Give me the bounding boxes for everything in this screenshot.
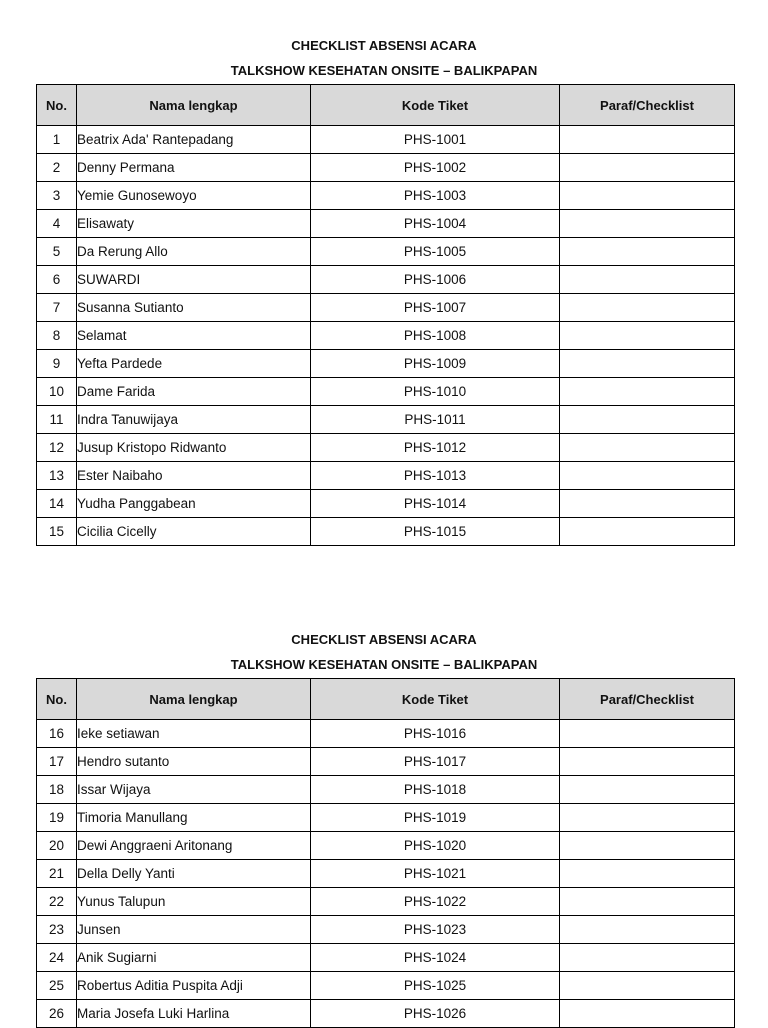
ticket-code-cell: PHS-1023 [311, 916, 560, 944]
signature-checklist-cell[interactable] [560, 518, 735, 546]
row-number-cell: 12 [37, 434, 77, 462]
table-row [37, 154, 735, 182]
signature-checklist-cell[interactable] [560, 182, 735, 210]
signature-checklist-cell[interactable] [560, 916, 735, 944]
ticket-code-cell: PHS-1003 [311, 182, 560, 210]
row-number-cell: 18 [37, 776, 77, 804]
full-name-cell: Beatrix Ada' Rantepadang [77, 126, 311, 154]
signature-checklist-cell[interactable] [560, 126, 735, 154]
attendance-table [36, 678, 735, 1028]
signature-checklist-cell[interactable] [560, 322, 735, 350]
full-name-cell: Junsen [77, 916, 311, 944]
column-header-name: Nama lengkap [77, 85, 311, 126]
signature-checklist-cell[interactable] [560, 944, 735, 972]
full-name-cell: Elisawaty [77, 210, 311, 238]
row-number-cell: 1 [37, 126, 77, 154]
table-row [37, 406, 735, 434]
ticket-code-cell: PHS-1025 [311, 972, 560, 1000]
full-name-cell: Susanna Sutianto [77, 294, 311, 322]
full-name-cell: Anik Sugiarni [77, 944, 311, 972]
row-number-cell: 17 [37, 748, 77, 776]
signature-checklist-cell[interactable] [560, 490, 735, 518]
signature-checklist-cell[interactable] [560, 238, 735, 266]
table-row [37, 238, 735, 266]
table-row [37, 944, 735, 972]
document-subtitle: TALKSHOW KESEHATAN ONSITE – BALIKPAPAN [230, 657, 538, 672]
full-name-cell: Ester Naibaho [77, 462, 311, 490]
column-header-ticket-code: Kode Tiket [311, 679, 560, 720]
table-row [37, 182, 735, 210]
table-row [37, 490, 735, 518]
attendance-sheet-2 [0, 627, 768, 1021]
table-body [37, 720, 735, 1028]
signature-checklist-cell[interactable] [560, 832, 735, 860]
table-row [37, 776, 735, 804]
ticket-code-cell: PHS-1024 [311, 944, 560, 972]
full-name-cell: Jusup Kristopo Ridwanto [77, 434, 311, 462]
table-row [37, 804, 735, 832]
full-name-cell: SUWARDI [77, 266, 311, 294]
document-subtitle: TALKSHOW KESEHATAN ONSITE – BALIKPAPAN [230, 63, 538, 78]
table-row [37, 888, 735, 916]
ticket-code-cell: PHS-1012 [311, 434, 560, 462]
row-number-cell: 11 [37, 406, 77, 434]
ticket-code-cell: PHS-1021 [311, 860, 560, 888]
table-row [37, 126, 735, 154]
table-row [37, 748, 735, 776]
row-number-cell: 6 [37, 266, 77, 294]
full-name-cell: Timoria Manullang [77, 804, 311, 832]
full-name-cell: Yudha Panggabean [77, 490, 311, 518]
signature-checklist-cell[interactable] [560, 266, 735, 294]
signature-checklist-cell[interactable] [560, 1000, 735, 1028]
table-row [37, 322, 735, 350]
table-row [37, 720, 735, 748]
row-number-cell: 19 [37, 804, 77, 832]
row-number-cell: 23 [37, 916, 77, 944]
table-row [37, 350, 735, 378]
table-row [37, 462, 735, 490]
full-name-cell: Denny Permana [77, 154, 311, 182]
row-number-cell: 2 [37, 154, 77, 182]
signature-checklist-cell[interactable] [560, 748, 735, 776]
ticket-code-cell: PHS-1020 [311, 832, 560, 860]
row-number-cell: 16 [37, 720, 77, 748]
table-row [37, 518, 735, 546]
ticket-code-cell: PHS-1004 [311, 210, 560, 238]
full-name-cell: Hendro sutanto [77, 748, 311, 776]
ticket-code-cell: PHS-1017 [311, 748, 560, 776]
signature-checklist-cell[interactable] [560, 972, 735, 1000]
attendance-table [36, 84, 735, 546]
table-row [37, 972, 735, 1000]
table-row [37, 832, 735, 860]
row-number-cell: 15 [37, 518, 77, 546]
ticket-code-cell: PHS-1015 [311, 518, 560, 546]
table-row [37, 378, 735, 406]
row-number-cell: 4 [37, 210, 77, 238]
ticket-code-cell: PHS-1009 [311, 350, 560, 378]
signature-checklist-cell[interactable] [560, 350, 735, 378]
signature-checklist-cell[interactable] [560, 462, 735, 490]
row-number-cell: 22 [37, 888, 77, 916]
column-header-no: No. [37, 85, 77, 126]
row-number-cell: 20 [37, 832, 77, 860]
document-title: CHECKLIST ABSENSI ACARA [291, 38, 477, 53]
column-header-signature: Paraf/Checklist [560, 85, 735, 126]
table-header-row [37, 679, 735, 720]
table-row [37, 916, 735, 944]
ticket-code-cell: PHS-1018 [311, 776, 560, 804]
table-header-row [37, 85, 735, 126]
full-name-cell: Ieke setiawan [77, 720, 311, 748]
ticket-code-cell: PHS-1013 [311, 462, 560, 490]
ticket-code-cell: PHS-1022 [311, 888, 560, 916]
row-number-cell: 8 [37, 322, 77, 350]
row-number-cell: 5 [37, 238, 77, 266]
signature-checklist-cell[interactable] [560, 406, 735, 434]
signature-checklist-cell[interactable] [560, 210, 735, 238]
row-number-cell: 24 [37, 944, 77, 972]
ticket-code-cell: PHS-1001 [311, 126, 560, 154]
full-name-cell: Cicilia Cicelly [77, 518, 311, 546]
ticket-code-cell: PHS-1002 [311, 154, 560, 182]
full-name-cell: Indra Tanuwijaya [77, 406, 311, 434]
column-header-no: No. [37, 679, 77, 720]
ticket-code-cell: PHS-1007 [311, 294, 560, 322]
full-name-cell: Dame Farida [77, 378, 311, 406]
row-number-cell: 25 [37, 972, 77, 1000]
row-number-cell: 3 [37, 182, 77, 210]
signature-checklist-cell[interactable] [560, 720, 735, 748]
row-number-cell: 21 [37, 860, 77, 888]
full-name-cell: Da Rerung Allo [77, 238, 311, 266]
table-row [37, 210, 735, 238]
row-number-cell: 9 [37, 350, 77, 378]
signature-checklist-cell[interactable] [560, 860, 735, 888]
row-number-cell: 14 [37, 490, 77, 518]
row-number-cell: 7 [37, 294, 77, 322]
full-name-cell: Issar Wijaya [77, 776, 311, 804]
full-name-cell: Selamat [77, 322, 311, 350]
ticket-code-cell: PHS-1008 [311, 322, 560, 350]
table-body [37, 126, 735, 546]
ticket-code-cell: PHS-1005 [311, 238, 560, 266]
table-row [37, 434, 735, 462]
table-row [37, 294, 735, 322]
signature-checklist-cell[interactable] [560, 154, 735, 182]
table-row [37, 266, 735, 294]
ticket-code-cell: PHS-1011 [311, 406, 560, 434]
signature-checklist-cell[interactable] [560, 776, 735, 804]
ticket-code-cell: PHS-1010 [311, 378, 560, 406]
full-name-cell: Della Delly Yanti [77, 860, 311, 888]
column-header-signature: Paraf/Checklist [560, 679, 735, 720]
table-row [37, 1000, 735, 1028]
full-name-cell: Yunus Talupun [77, 888, 311, 916]
full-name-cell: Maria Josefa Luki Harlina [77, 1000, 311, 1028]
row-number-cell: 26 [37, 1000, 77, 1028]
full-name-cell: Yefta Pardede [77, 350, 311, 378]
signature-checklist-cell[interactable] [560, 378, 735, 406]
full-name-cell: Yemie Gunosewoyo [77, 182, 311, 210]
signature-checklist-cell[interactable] [560, 888, 735, 916]
signature-checklist-cell[interactable] [560, 294, 735, 322]
ticket-code-cell: PHS-1026 [311, 1000, 560, 1028]
full-name-cell: Robertus Aditia Puspita Adji [77, 972, 311, 1000]
ticket-code-cell: PHS-1006 [311, 266, 560, 294]
row-number-cell: 10 [37, 378, 77, 406]
table-row [37, 860, 735, 888]
ticket-code-cell: PHS-1019 [311, 804, 560, 832]
ticket-code-cell: PHS-1014 [311, 490, 560, 518]
ticket-code-cell: PHS-1016 [311, 720, 560, 748]
column-header-name: Nama lengkap [77, 679, 311, 720]
row-number-cell: 13 [37, 462, 77, 490]
signature-checklist-cell[interactable] [560, 804, 735, 832]
column-header-ticket-code: Kode Tiket [311, 85, 560, 126]
full-name-cell: Dewi Anggraeni Aritonang [77, 832, 311, 860]
document-title: CHECKLIST ABSENSI ACARA [291, 632, 477, 647]
signature-checklist-cell[interactable] [560, 434, 735, 462]
attendance-sheet-1 [0, 33, 768, 539]
